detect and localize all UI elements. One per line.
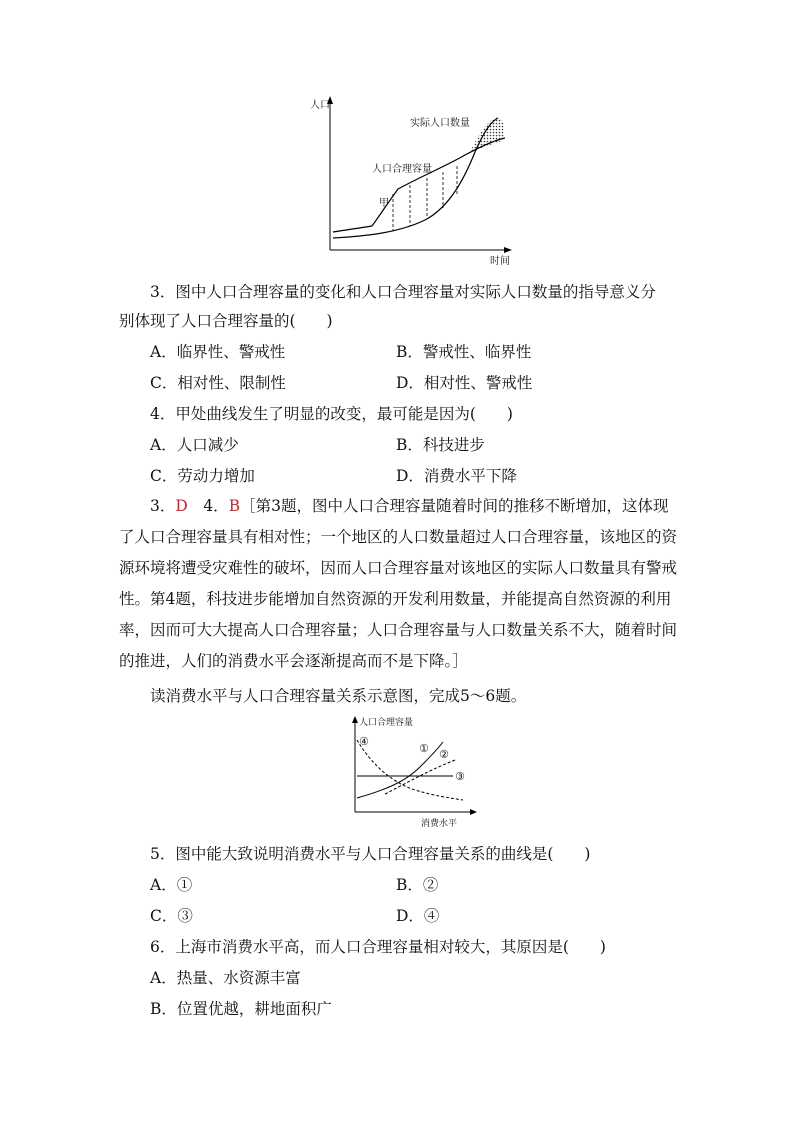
y-axis-label: 人口合理容量: [359, 718, 414, 728]
q3-stem-line2: 别体现了人口合理容量的( ): [119, 312, 333, 330]
curve-1: [357, 742, 443, 798]
q5-stem: 5．图中能大致说明消费水平与人口合理容量关系的曲线是( ): [150, 845, 591, 863]
q5-option-c: C．③: [150, 907, 193, 925]
population-capacity-figure: [300, 92, 520, 270]
q4-option-a: A．人口减少: [150, 436, 239, 454]
x-axis-arrow: [504, 247, 512, 253]
x-axis-label: 时间: [490, 256, 510, 267]
answer-q3: D: [175, 497, 188, 515]
actual-population-label: 实际人口数量: [410, 118, 470, 129]
curve-2: [385, 760, 455, 794]
answer-3-4-explanation: [119, 491, 679, 677]
q5-option-a: A．①: [150, 876, 193, 894]
y-axis-arrow: [352, 716, 358, 723]
curve-2-marker: ②: [439, 748, 449, 761]
y-axis-label: 人口: [310, 100, 330, 111]
jia-label: 甲: [379, 198, 389, 209]
exceed-area: [470, 118, 505, 152]
q3-option-d: D．相对性、警戒性: [396, 374, 533, 392]
answer-q4: B: [228, 497, 241, 515]
q3-option-c: C．相对性、限制性: [150, 374, 286, 392]
answer-body: ［第3题，图中人口合理容量随着时间的推移不断增加，这体现了人口合理容量具有相对性；一个地区的人口数量超过人口合理容量，该地区的资源环境将遭受灾难性的破坏，因而人口合理容量对该地区的实际人口数量具有警戒性。第4题，科技进步能增加自然资源的开发利用数量，并能提高自然资源的利用率，因而可大大提高人口合理容量；人口合理容量与人口数量关系不大，随着时间的推进，人们的消费水平会逐渐提高而不是下降。］: [119, 497, 678, 670]
q3-stem-line1: 3．图中人口合理容量的变化和人口合理容量对实际人口数量的指导意义分: [150, 283, 656, 301]
curve-3-marker: ③: [455, 770, 465, 783]
q3-option-a: A．临界性、警戒性: [150, 343, 286, 361]
capacity-curve: [333, 138, 505, 232]
q5-option-d: D．④: [396, 907, 440, 925]
actual-population-curve: [333, 118, 498, 238]
intro-5-6: 读消费水平与人口合理容量关系示意图，完成5～6题。: [150, 687, 527, 705]
q4-stem: 4．甲处曲线发生了明显的改变，最可能是因为( ): [150, 405, 513, 423]
answer-prefix: 3．: [150, 497, 176, 515]
q4-option-d: D．消费水平下降: [396, 467, 517, 485]
q4-option-c: C．劳动力增加: [150, 467, 255, 485]
x-axis-arrow: [470, 809, 477, 815]
q6-option-b: B．位置优越，耕地面积广: [150, 1000, 332, 1018]
q4-option-b: B．科技进步: [396, 436, 485, 454]
answer-mid: 4．: [187, 497, 229, 515]
curve-1-marker: ①: [419, 742, 429, 755]
q6-stem: 6．上海市消费水平高，而人口合理容量相对较大，其原因是( ): [150, 938, 606, 956]
q6-option-a: A．热量、水资源丰富: [150, 969, 301, 987]
consumption-capacity-figure: [345, 712, 485, 832]
capacity-label: 人口合理容量: [372, 164, 432, 175]
x-axis-label: 消费水平: [421, 819, 458, 829]
q3-option-b: B．警戒性、临界性: [396, 343, 532, 361]
curve-4-marker: ④: [359, 735, 369, 748]
q5-option-b: B．②: [396, 876, 439, 894]
